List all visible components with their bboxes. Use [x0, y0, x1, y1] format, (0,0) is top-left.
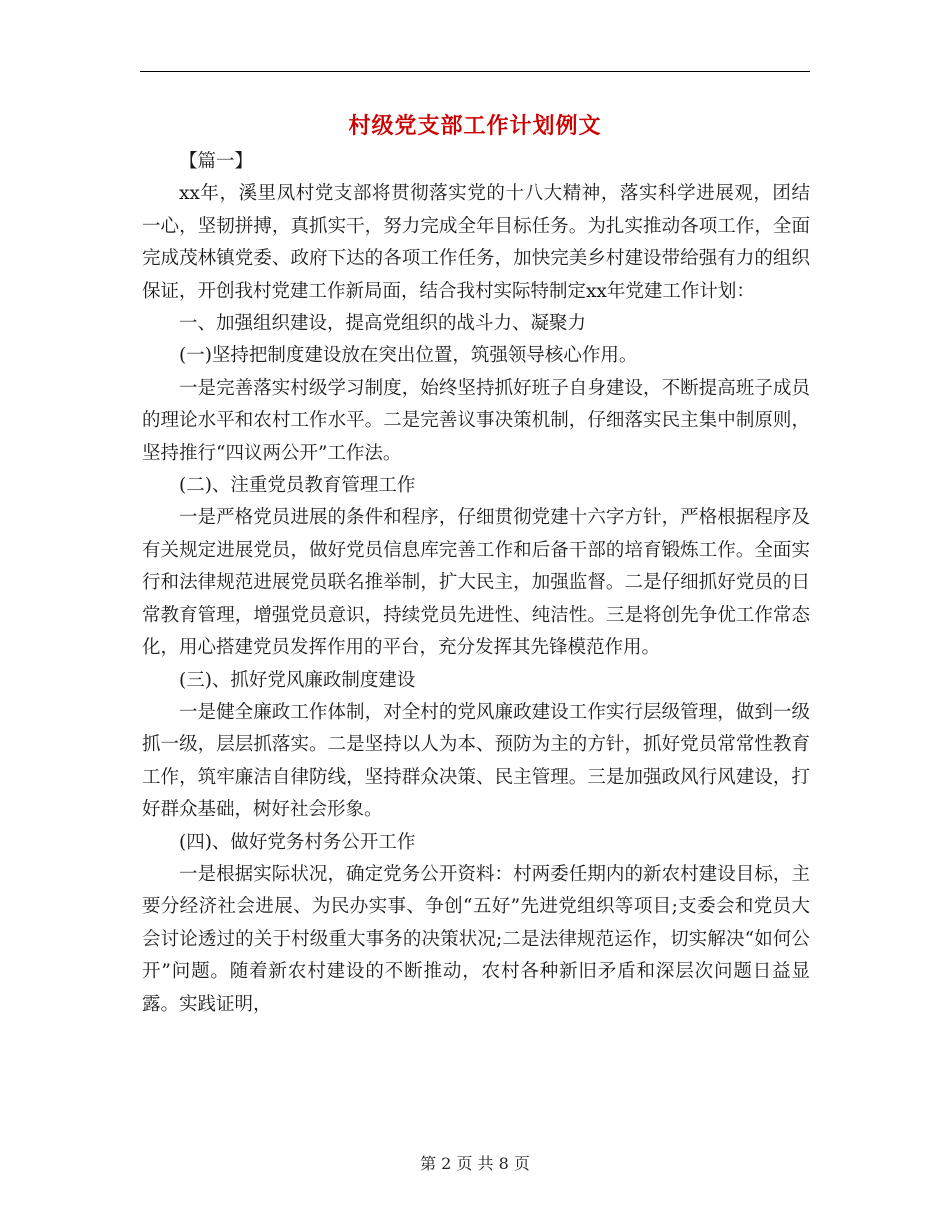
- header-rule: [140, 71, 810, 72]
- subsection-heading: (三)、抓好党风廉政制度建设: [179, 669, 416, 691]
- subsection-heading: (二)、注重党员教育管理工作: [179, 475, 416, 497]
- body-paragraph: 一是严格党员进展的条件和程序，仔细贯彻党建十六字方针，严格根据程序及有关规定进展党员，做好党员信息库完善工作和后备干部的培育锻炼工作。全面实行和法律规范进展党员联名推举制，扩大民主，加强监督。二是仔细抓好党员的日常教育管理，增强党员意识，持续党员先进性、纯洁性。三是将创先争优工作常态化，用心搭建党员发挥作用的平台，充分发挥其先锋模范作用。: [142, 507, 810, 659]
- body-paragraph: 一是健全廉政工作体制，对全村的党风廉政建设工作实行层级管理，做到一级抓一级，层层抓落实。二是坚持以人为本、预防为主的方针，抓好党员常常性教育工作，筑牢廉洁自律防线，坚持群众决策、民主管理。三是加强政风行风建设，打好群众基础，树好社会形象。: [142, 701, 810, 821]
- subsection-heading: (四)、做好党务村务公开工作: [179, 831, 416, 853]
- intro-paragraph: xx年，溪里凤村党支部将贯彻落实党的十八大精神，落实科学进展观，团结一心，坚韧拼搏，真抓实干，努力完成全年目标任务。为扎实推动各项工作，全面完成茂林镇党委、政府下达的各项工作任务，加快完美乡村建设带给强有力的组织保证，开创我村党建工作新局面，结合我村实际特制定xx年党建工作计划：: [142, 183, 810, 302]
- page-footer: 第 2 页 共 8 页: [420, 1154, 530, 1173]
- document-body: [142, 146, 810, 1021]
- section-heading: 【篇一】: [179, 151, 254, 172]
- document-title: 村级党支部工作计划例文: [348, 113, 602, 139]
- section-heading: 一、加强组织建设，提高党组织的战斗力、凝聚力: [179, 313, 587, 335]
- subsection-heading: (一)坚持把制度建设放在突出位置，筑强领导核心作用。: [179, 345, 638, 367]
- body-paragraph: 一是完善落实村级学习制度，始终坚持抓好班子自身建设，不断提高班子成员的理论水平和农村工作水平。二是完善议事决策机制，仔细落实民主集中制原则，坚持推行“四议两公开”工作法。: [142, 377, 810, 464]
- body-paragraph: 一是根据实际状况，确定党务公开资料：村两委任期内的新农村建设目标，主要分经济社会进展、为民办实事、争创“五好”先进党组织等项目;支委会和党员大会讨论透过的关于村级重大事务的决策状况;二是法律规范运作，切实解决“如何公开”问题。随着新农村建设的不断推动，农村各种新旧矛盾和深层次问题日益显露。实践证明，: [142, 863, 810, 1015]
